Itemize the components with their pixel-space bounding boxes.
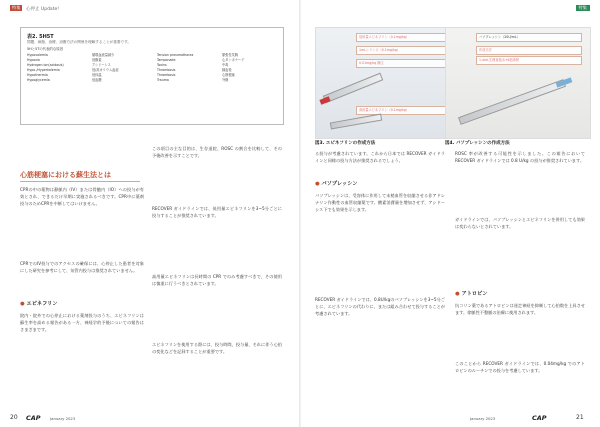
- table-cell: Hypovolemia: [27, 53, 48, 57]
- syringe-icon: [323, 73, 383, 104]
- table-cell: Hypothermia: [27, 72, 48, 77]
- header-tag: 特集: [576, 5, 590, 11]
- syringe-icon: [330, 114, 382, 130]
- figure-label: 0.01mg/kg 静注: [356, 59, 452, 68]
- page-number: 21: [576, 414, 584, 421]
- table-cell: 肺血栓: [222, 67, 232, 72]
- heading-underline: [20, 181, 140, 182]
- table-col-t-en: [157, 53, 217, 82]
- table-cell: Thrombosis: [157, 72, 176, 77]
- subheading-vasopressin: ● バソプレッシン: [315, 180, 357, 187]
- table-cell: Toxins: [157, 62, 167, 67]
- table-title: 表2. 5H5T: [27, 34, 54, 40]
- subheading-atropine: ● アトロピン: [455, 290, 487, 297]
- figure-3-caption: 図3. エピネフリンの作成方法: [315, 141, 376, 146]
- table-cell: Tension pneumothorax: [157, 53, 194, 57]
- figure-label: 作成方法: [476, 46, 582, 55]
- figure-label: 高用量エピネフリン（0.1mg/kg）: [356, 106, 452, 115]
- header-title: 心停止 Update!: [26, 7, 60, 12]
- table-cell: Hypo-/Hyperkalemia: [27, 67, 60, 72]
- table-col-h-en: [27, 53, 87, 82]
- figure-label: 1mLシリンジ（0.1mg/kg）: [356, 46, 452, 55]
- table-cell: 心筋梗塞: [222, 72, 235, 77]
- syringe-icon: [458, 79, 566, 125]
- body-paragraph: RECOVER ガイドラインでは、低用量エピネフリンを3~5分ごとに投与することが推奨されています。: [152, 206, 282, 218]
- table-cell: アシドーシス: [92, 62, 111, 67]
- table-cell: 低血糖: [92, 77, 102, 82]
- body-paragraph: ROSC 率が改善する可能性を示しました。この報告において RECOVER ガイドラインでは 0.8 U/kg の投与が推奨されています。: [455, 151, 585, 163]
- body-paragraph: CPRの中の薬物は静脈内（IV）または骨髄内（IO）への投与が有効とされ、できるだけ早期に実施されるべきです。CPR中に薬剤投与のためCPRを中断してはいけません。: [20, 187, 144, 206]
- figure-3-photo: [315, 27, 461, 139]
- table-cell: 低体温: [92, 72, 102, 77]
- table-cell: 外傷: [222, 77, 229, 82]
- page-number: 20: [10, 414, 18, 421]
- figure-label: 低用量エピネフリン（0.1mg/kg）: [356, 33, 452, 42]
- body-paragraph: エピネフリンを使用する際には、投与時間、投与量、それに伴う心拍の変化などを記録することが重要です。: [152, 342, 282, 354]
- section-heading: 心筋梗塞における蘇生法とは: [20, 171, 111, 179]
- body-paragraph: バソプレッシンは、受容体に作用して末梢血管を収縮させる非アドレナリン作動性の血管収縮薬です。酸素消費量を増加させず、アシドーシス下でも効果を示します。: [315, 193, 445, 212]
- issue-date: January 2023: [50, 416, 76, 421]
- table-subtitle: 5Hと5Tの代表的な原因: [27, 47, 64, 51]
- body-paragraph: RECOVER ガイドラインでは、0.8U/kgのバソプレッシンを3~5分ごとに、エピネフリンの代わりに、または組み合わせて投与することが考慮されています。: [315, 297, 445, 316]
- table-cell: Hydrogen ion(acidosis): [27, 62, 64, 67]
- table-cell: 低酸素: [92, 57, 102, 62]
- body-paragraph: ガイドラインでは、バソプレッシンとエピネフリンを併用しても効果は変わらないとされています。: [455, 217, 585, 229]
- table-cell: Tamponade: [157, 57, 176, 62]
- table-5h5t-box: [20, 27, 284, 125]
- table-cell: Hypoxia: [27, 57, 40, 62]
- table-col-t-ja: [222, 53, 282, 82]
- figure-4-photo: [445, 27, 591, 139]
- body-paragraph: 抗コリン薬であるアトロピンは迷走神経を抑制して心拍数を上昇させます。徐脈性不整脈の治療に使用されます。: [455, 303, 585, 315]
- issue-date: January 2023: [470, 416, 496, 421]
- table-note: 問題、病態、治療、治療方法の関係を理解することが重要です。: [27, 40, 131, 44]
- table-cell: 低/高カリウム血症: [92, 67, 119, 72]
- header-tag: 特集: [12, 5, 21, 10]
- body-paragraph: CPRでのIV投与でのアクセスの確保には、心停止した患者を対象にした研究を参考にして、気管内投与は推奨されていません。: [20, 261, 144, 273]
- table-cell: Hypoglycemia: [27, 77, 50, 82]
- subheading-epinephrine: ● エピネフリン: [20, 300, 57, 307]
- figure-label: バソプレッシン（20U/mL）: [476, 33, 582, 42]
- table-cell: 緊張性気胸: [222, 53, 238, 57]
- table-col-h-ja: [92, 53, 152, 82]
- magazine-logo: CAP: [26, 414, 41, 422]
- table-cell: 中毒: [222, 62, 229, 67]
- body-paragraph: 院内・院外での心停止における薬剤投与のうち、エピネフリンは蘇生率を高める報告がある一方、神経学的予後についての報告はさまざまです。: [20, 313, 144, 332]
- figure-label: 1.4mL生理食塩水+6倍希釈: [476, 56, 582, 65]
- table-cell: 心タンポナーデ: [222, 57, 245, 62]
- table-cell: Thrombosis: [157, 67, 176, 72]
- table-cell: 循環血液量減少: [92, 53, 115, 57]
- body-paragraph: る投与が考慮されています。これから日本では RECOVER ガイドラインと同様の投与方法が推奨されるでしょう。: [315, 151, 445, 163]
- table-cell: Trauma: [157, 77, 169, 82]
- body-paragraph: このことから RECOVER ガイドラインでは、0.04mg/kg でのアトロピンのルーチンでの投与を考慮しています。: [455, 361, 585, 373]
- body-paragraph: この項目の主な目的は、生存退院、ROSC の割合を比較して、その予後改善を示すことです。: [152, 146, 282, 158]
- figure-4-caption: 図4. バソプレッシンの作成方法: [445, 141, 510, 146]
- magazine-logo: CAP: [532, 414, 547, 422]
- body-paragraph: 高用量エピネフリンは長時間の CPR でのみ考慮すべきで、その使用は慎重に行うべきとされています。: [152, 274, 282, 286]
